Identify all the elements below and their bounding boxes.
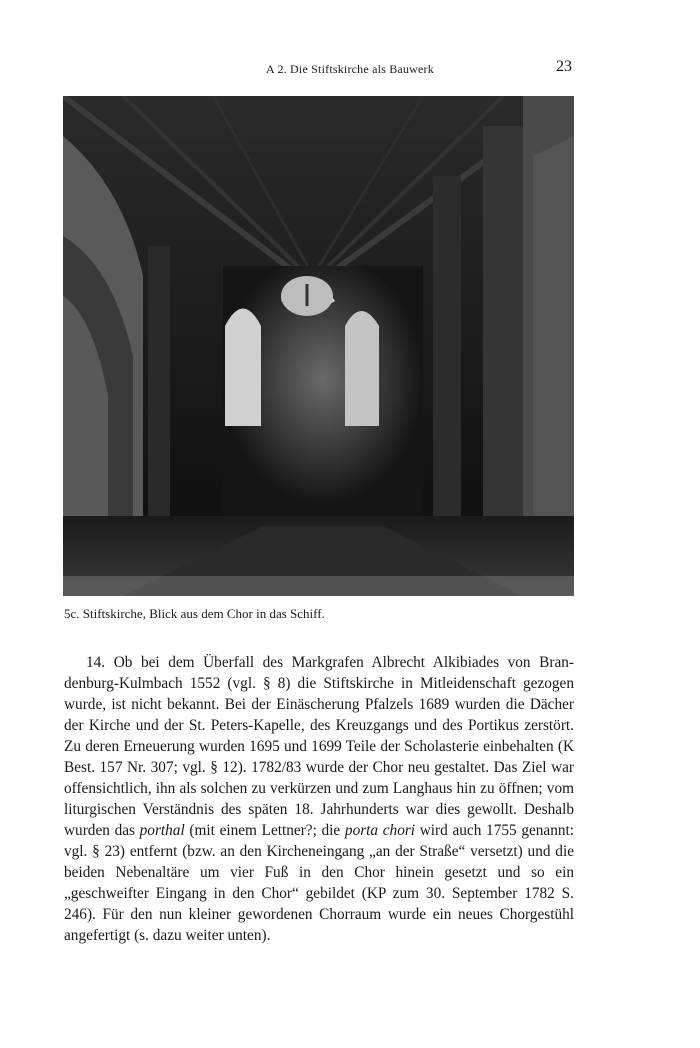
page-number: 23	[556, 58, 572, 75]
text-run: 14. Ob bei dem Überfall des Markgrafen Albrecht Alkibiades von Brandenburg-Kulmbach 1552 (vgl. § 8) die Stiftskirche in Mitleidenschaft gezogen wurde, ist nicht bekannt. Bei der Einäscherung Pfalzels 1689 wurden die Dächer der Kirche und der St. Peters-Kapelle, des Kreuzgangs und des Portikus zerstört. Zu deren Erneuerung wurden 1695 und 1699 Teile der Scholasterie einbehalten (K Best. 157 Nr. 307; vgl. § 12). 1782/83 wurde der Chor neu gestaltet. Das Ziel war offensichtlich, ihn als solchen zu verkürzen und zum Langhaus hin zu öffnen; vom liturgischen Verständnis des späten 18. Jahrhunderts war dies gewollt. Deshalb wurden das	[64, 654, 574, 839]
running-head: A 2. Die Stiftskirche als Bauwerk	[266, 62, 434, 76]
italic-term-porthal: porthal	[139, 822, 185, 839]
body-text	[64, 652, 574, 946]
paragraph-14	[64, 652, 574, 946]
text-run: wird auch 1755 genannt: vgl. § 23) entfernt (bzw. an den Kircheneingang „an der Straße“ versetzt) und die beiden Nebenaltäre um vier Fuß in den Chor hinein gesetzt und so ein „geschweifter Eingang in den Chor“ gebildet (KP zum 30. September 1782 S. 246). Für den nun kleiner gewordenen Chorraum wurde ein neues Chorgestühl angefertigt (s. dazu weiter unten).	[64, 822, 575, 944]
italic-term-porta-chori: porta chori	[344, 822, 416, 839]
figure-caption: 5c. Stiftskirche, Blick aus dem Chor in das Schiff.	[64, 606, 325, 621]
text-run: (mit einem Lettner?; die	[184, 822, 345, 839]
church-interior-photo	[63, 96, 574, 596]
